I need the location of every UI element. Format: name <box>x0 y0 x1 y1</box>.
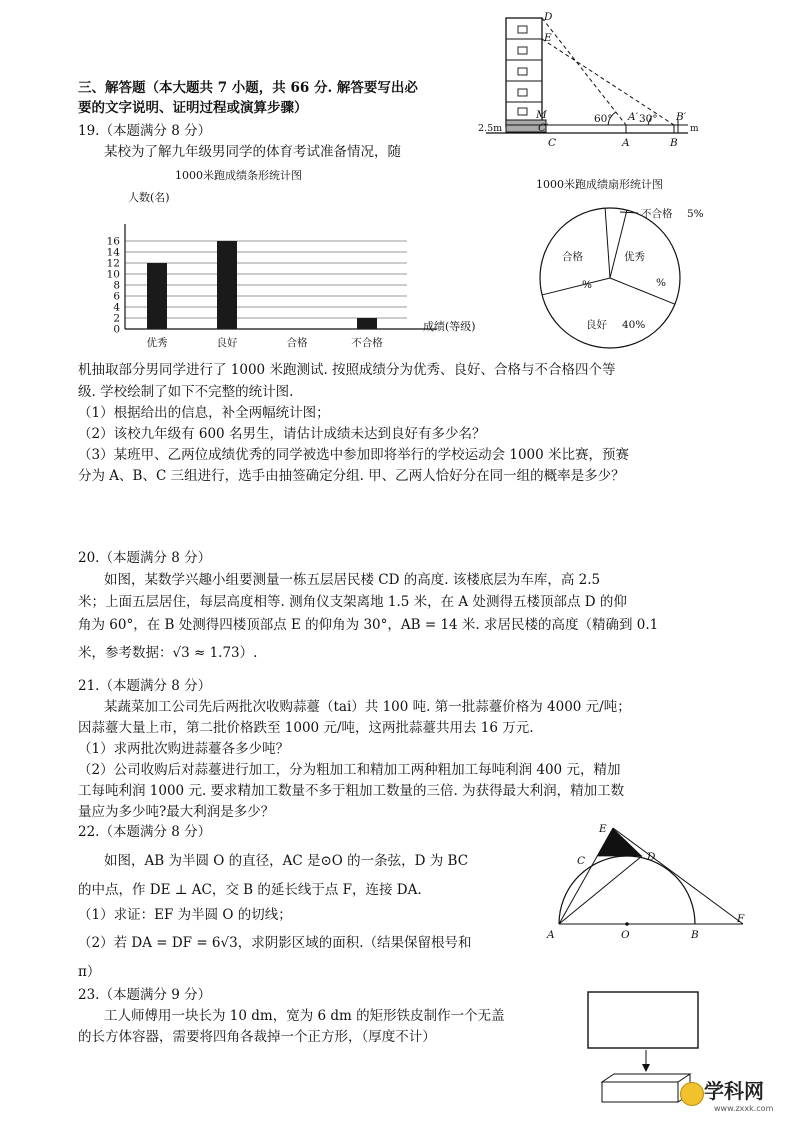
pie-label-pass: 合格 <box>562 251 583 263</box>
bar-chart-xlabel: 成绩(等级) <box>423 320 476 333</box>
q21-title: 21.（本题满分 8 分） <box>78 678 212 694</box>
pie-value-excellent: % <box>656 277 666 289</box>
q20-line4: 米，参考数据：√3 ≈ 1.73）. <box>78 645 258 661</box>
q23-title: 23.（本题满分 9 分） <box>78 987 212 1003</box>
q20-line2: 米；上面五层居住，每层高度相等. 测角仪支架离地 1.5 米，在 A 处测得五楼顶部点 D 的仰 <box>78 594 627 610</box>
bar-category-label: 合格 <box>286 337 308 349</box>
q19-line2: 机抽取部分男同学进行了 1000 米跑测试. 按照成绩分为优秀、良好、合格与不合格四个等 <box>78 362 616 378</box>
point-D: D <box>544 11 553 23</box>
q19-title: 19.（本题满分 8 分） <box>78 123 212 139</box>
bar-category-label: 良好 <box>216 337 238 349</box>
mascot-icon <box>680 1082 704 1106</box>
q20-line3: 角为 60°，在 B 处测得四楼顶部点 E 的仰角为 30°，AB = 14 米. 求居民楼的高度（精确到 0.1 <box>78 617 659 633</box>
point-A: A <box>622 137 630 149</box>
building-figure <box>478 8 708 154</box>
q22-title: 22.（本题满分 8 分） <box>78 824 212 840</box>
bar-chart-ylabel: 人数(名) <box>128 191 170 204</box>
unit-label: m <box>690 124 699 134</box>
q19-part3: （3）某班甲、乙两位成绩优秀的同学被选中参加即将举行的学校运动会 1000 米比赛，预赛 <box>78 447 630 463</box>
q20-line1: 如图，某数学兴趣小组要测量一栋五层居民楼 CD 的高度. 该楼底层为车库，高 2.5 <box>104 572 601 588</box>
point-E: E <box>544 32 552 44</box>
pie-divider <box>610 210 627 278</box>
watermark <box>680 1078 790 1118</box>
pie-value-good: 40% <box>622 319 646 331</box>
bar-y-tick: 2 <box>113 312 120 325</box>
q23-line2: 的长方体容器，需要将四角各裁掉一个正方形，（厚度不计） <box>78 1029 436 1045</box>
bar-y-tick: 16 <box>106 235 120 248</box>
q19-part3b: 分为 A、B、C 三组进行，选手由抽签确定分组. 甲、乙两人恰好分在同一组的概率是多少？ <box>78 468 625 484</box>
pie-divider <box>605 208 610 278</box>
section-heading: 三、解答题（本大题共 7 小题，共 66 分. 解答要写出必 <box>78 80 418 96</box>
q22-line2: 的中点，作 DE ⊥ AC，交 B 的延长线于点 F，连接 DA. <box>78 882 422 898</box>
q19-line1: 某校为了解九年级男同学的体育考试准备情况，随 <box>104 144 401 160</box>
pie-divider <box>542 278 610 295</box>
semi-point-D: D <box>647 851 656 863</box>
bar-y-tick: 8 <box>113 279 120 292</box>
q21-line2: 因蒜薹大量上市，第二批价格跌至 1000 元/吨，这两批蒜薹共用去 16 万元. <box>78 720 534 736</box>
semi-point-C: C <box>577 855 586 867</box>
pie-value-pass: % <box>582 279 592 291</box>
q22-line1: 如图，AB 为半圆 O 的直径，AC 是⊙O 的一条弦，D 为 BC <box>104 853 469 869</box>
pie-value-fail: 5% <box>687 208 704 220</box>
point-C-prime: C′ <box>538 122 549 134</box>
watermark-brand: 学科网 <box>704 1079 764 1103</box>
bar-y-tick: 0 <box>113 323 120 336</box>
bar-chart <box>95 165 505 350</box>
q21-line1: 某蔬菜加工公司先后两批次收购蒜薹（tai）共 100 吨. 第一批蒜薹价格为 4000 元/吨； <box>104 699 631 715</box>
bar-y-tick: 6 <box>113 290 120 303</box>
bar-chart-title: 1000米跑成绩条形统计图 <box>175 169 302 182</box>
semi-point-B: B <box>691 929 699 941</box>
pie-label-good: 良好 <box>586 319 607 331</box>
q19-line3: 级. 学校绘制了如下不完整的统计图. <box>78 384 294 400</box>
semi-point-E: E <box>599 823 607 835</box>
q21-part2: （2）公司收购后对蒜薹进行加工，分为粗加工和精加工两种粗加工每吨利润 400 元，精加 <box>78 762 621 778</box>
bar-1 <box>217 241 237 329</box>
q22-part1: （1）求证：EF 为半圆 O 的切线； <box>78 907 292 923</box>
q22-part2b: π） <box>78 964 101 980</box>
bar-y-tick: 10 <box>106 268 120 281</box>
bar-y-tick: 12 <box>106 257 120 270</box>
q20-title: 20.（本题满分 8 分） <box>78 550 212 566</box>
point-A-prime: A′ <box>628 111 638 123</box>
bar-y-tick: 14 <box>106 246 120 259</box>
watermark-url: www.zxxk.com <box>714 1104 774 1113</box>
bar-0 <box>147 263 167 329</box>
point-C: C <box>548 137 557 149</box>
bar-category-label: 不合格 <box>351 337 383 349</box>
q23-line1: 工人师傅用一块长为 10 dm，宽为 6 dm 的矩形铁皮制作一个无盖 <box>104 1008 505 1024</box>
angle-60: 60° <box>594 113 613 125</box>
q21-part1: （1）求两批次购进蒜薹各多少吨？ <box>78 741 290 757</box>
pie-label-excellent: 优秀 <box>624 251 645 263</box>
point-M: M <box>536 109 547 121</box>
q22-part2: （2）若 DA = DF = 6√3，求阴影区域的面积.（结果保留根号和 <box>78 935 472 951</box>
q21-part2b: 工每吨利润 1000 元. 要求精加工数量不多于粗加工数量的三倍. 为获得最大利润，精加工数 <box>78 783 625 799</box>
semi-point-O: O <box>621 929 630 941</box>
bar-3 <box>357 318 377 329</box>
semi-point-F: F <box>737 913 745 925</box>
semi-point-A: A <box>547 929 555 941</box>
q19-part2: （2）该校九年级有 600 名男生，请估计成绩未达到良好有多少名？ <box>78 426 486 442</box>
point-B: B <box>670 137 678 149</box>
bar-category-label: 优秀 <box>146 337 168 349</box>
pie-label-fail: 不合格 <box>641 208 673 220</box>
section-heading-2: 要的文字说明、证明过程或演算步骤） <box>78 100 308 116</box>
height-label: 2.5m <box>478 123 503 134</box>
angle-30: 30° <box>639 113 658 125</box>
semicircle-figure <box>545 820 755 940</box>
pie-chart <box>528 176 738 356</box>
q21-part2c: 量应为多少吨?最大利润是多少？ <box>78 804 275 820</box>
point-B-prime: B′ <box>676 111 687 123</box>
bar-y-tick: 4 <box>113 301 120 314</box>
pie-chart-title: 1000米跑成绩扇形统计图 <box>536 178 663 191</box>
q19-part1: （1）根据给出的信息，补全两幅统计图； <box>78 405 330 421</box>
